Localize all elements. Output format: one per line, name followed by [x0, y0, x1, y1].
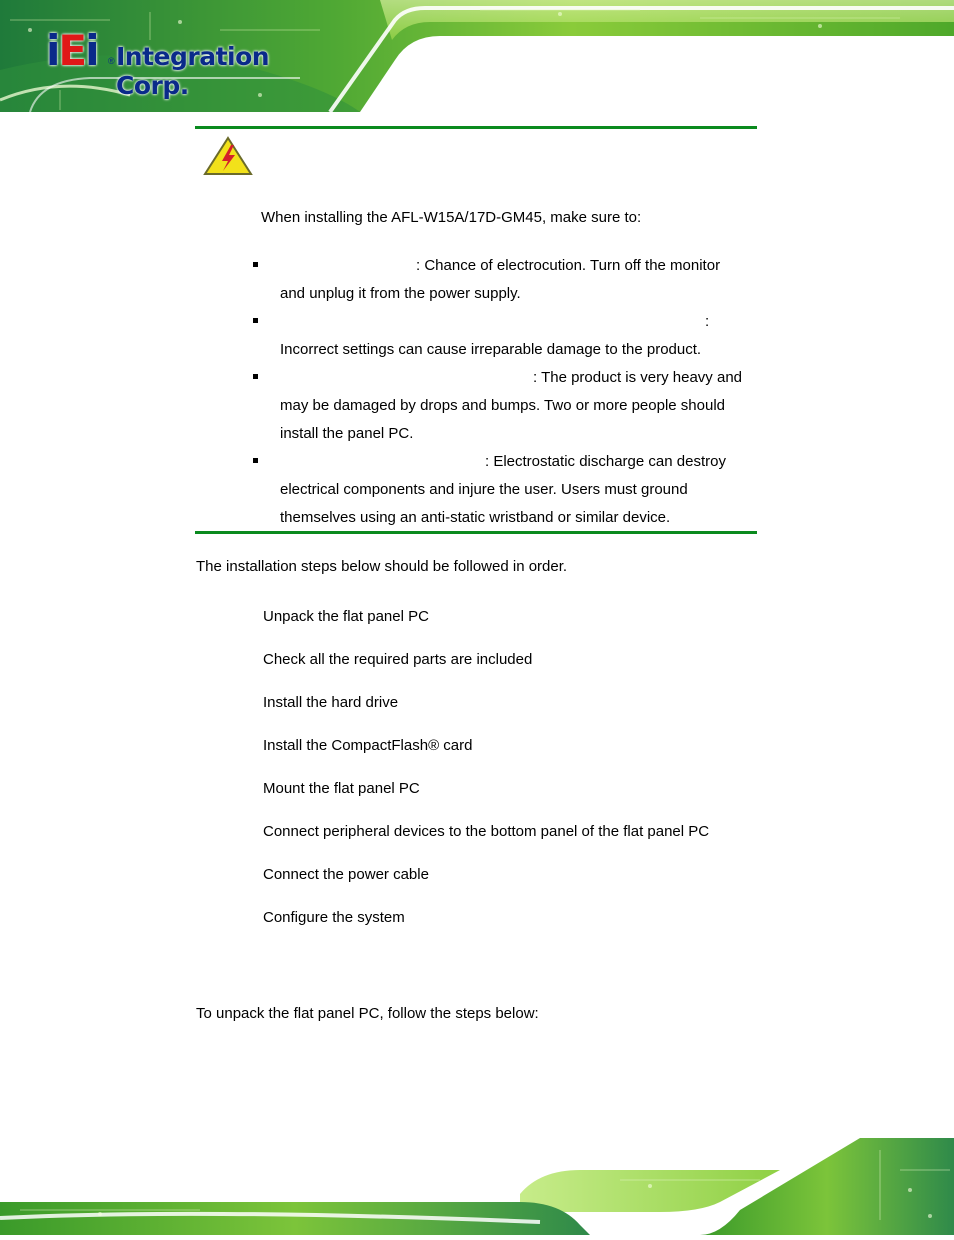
footer-banner	[0, 1130, 954, 1235]
step-item: Check all the required parts are included	[263, 651, 533, 668]
warning-item-4-line-3: themselves using an anti-static wristband or similar device.	[280, 509, 671, 526]
warning-item-3-line-2: may be damaged by drops and bumps. Two or more people should	[280, 397, 725, 414]
steps-intro: The installation steps below should be followed in order.	[196, 558, 568, 575]
warning-item-4-line-2: electrical components and injure the user. Users must ground	[280, 481, 688, 498]
logo-company-name: Integration Corp.	[116, 42, 270, 100]
warning-top-rule	[195, 126, 757, 129]
warning-bottom-rule	[195, 531, 757, 534]
step-item: Connect peripheral devices to the bottom panel of the flat panel PC	[263, 823, 710, 840]
warning-item-3-line-3: install the panel PC.	[280, 425, 414, 442]
bullet	[253, 262, 258, 267]
step-item: Configure the system	[263, 909, 405, 926]
warning-item-1-line-1: : Chance of electrocution. Turn off the monitor	[416, 257, 721, 274]
warning-intro: When installing the AFL-W15A/17D-GM45, make sure to:	[261, 209, 642, 226]
logo-registered-mark: ®	[108, 56, 115, 66]
warning-item-1-line-2: and unplug it from the power supply.	[280, 285, 521, 302]
bullet	[253, 458, 258, 463]
logo-mark: iEi	[46, 26, 98, 75]
bullet	[253, 374, 258, 379]
step-item: Mount the flat panel PC	[263, 780, 420, 797]
header-banner	[0, 0, 954, 115]
step-item: Unpack the flat panel PC	[263, 608, 429, 625]
step-item: Connect the power cable	[263, 866, 429, 883]
warning-lightning-icon	[203, 136, 253, 176]
unpack-intro: To unpack the flat panel PC, follow the steps below:	[196, 1005, 539, 1022]
footer-background	[0, 1130, 954, 1235]
bullet	[253, 318, 258, 323]
step-item: Install the hard drive	[263, 694, 399, 711]
warning-item-4-line-1: : Electrostatic discharge can destroy	[485, 453, 726, 470]
company-logo	[46, 26, 346, 100]
warning-item-3-line-1: : The product is very heavy and	[533, 369, 743, 386]
step-item: Install the CompactFlash® card	[263, 737, 473, 754]
warning-item-2-line-1: :	[705, 313, 710, 330]
warning-item-2-line-2: Incorrect settings can cause irreparable damage to the product.	[280, 341, 702, 358]
